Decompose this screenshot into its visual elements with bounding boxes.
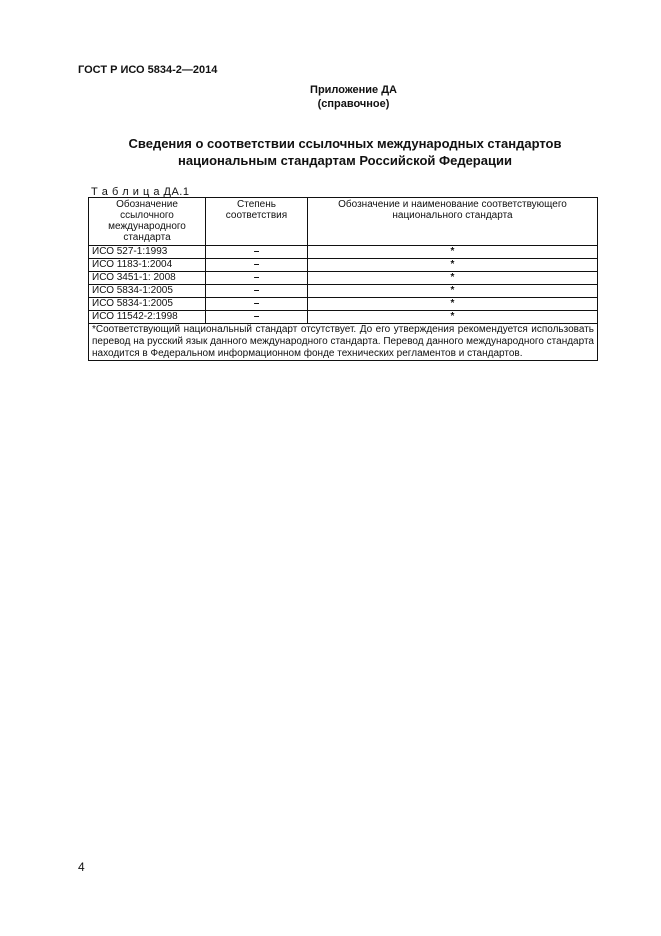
cell-standard: ИСО 527-1:1993 <box>89 246 206 259</box>
cell-national: * <box>308 298 598 311</box>
annex-label: Приложение ДА <box>310 84 397 96</box>
table-row <box>89 246 598 259</box>
column-header-national: Обозначение и наименование соответствующего национального стандарта <box>308 198 598 246</box>
cell-standard: ИСО 3451-1: 2008 <box>89 272 206 285</box>
page-title-line-1: Сведения о соответствии ссылочных международных стандартов <box>128 136 562 151</box>
cell-standard: ИСО 5834-1:2005 <box>89 285 206 298</box>
cell-degree: – <box>206 246 308 259</box>
cell-degree: – <box>206 298 308 311</box>
table-footnote-row <box>89 324 598 361</box>
table-footnote: *Соответствующий национальный стандарт отсутствует. До его утверждения рекомендуется использовать перевод на русский язык данного международного стандарта. Перевод данного международного стандарта находится в Федеральном информационном фонде технических регламентов и стандартов. <box>89 324 598 361</box>
table-caption: Т а б л и ц а ДА.1 <box>91 186 190 198</box>
table-row <box>89 259 598 272</box>
page-number: 4 <box>78 860 85 874</box>
table-row <box>89 311 598 324</box>
cell-national: * <box>308 311 598 324</box>
table-row <box>89 285 598 298</box>
table-row <box>89 298 598 311</box>
document-id: ГОСТ Р ИСО 5834-2—2014 <box>78 64 218 76</box>
correspondence-table <box>88 197 598 361</box>
cell-national: * <box>308 246 598 259</box>
column-header-standard: Обозначение ссылочного международного стандарта <box>89 198 206 246</box>
annex-heading <box>0 83 661 111</box>
page-title <box>60 135 630 169</box>
cell-degree: – <box>206 311 308 324</box>
table-row <box>89 272 598 285</box>
cell-standard: ИСО 1183-1:2004 <box>89 259 206 272</box>
cell-degree: – <box>206 285 308 298</box>
column-header-degree: Степень соответствия <box>206 198 308 246</box>
cell-national: * <box>308 259 598 272</box>
cell-standard: ИСО 11542-2:1998 <box>89 311 206 324</box>
cell-degree: – <box>206 259 308 272</box>
table-header-row <box>89 198 598 246</box>
cell-national: * <box>308 285 598 298</box>
annex-type: (справочное) <box>317 98 390 110</box>
cell-national: * <box>308 272 598 285</box>
cell-standard: ИСО 5834-1:2005 <box>89 298 206 311</box>
cell-degree: – <box>206 272 308 285</box>
page-title-line-2: национальным стандартам Российской Федерации <box>178 153 512 168</box>
